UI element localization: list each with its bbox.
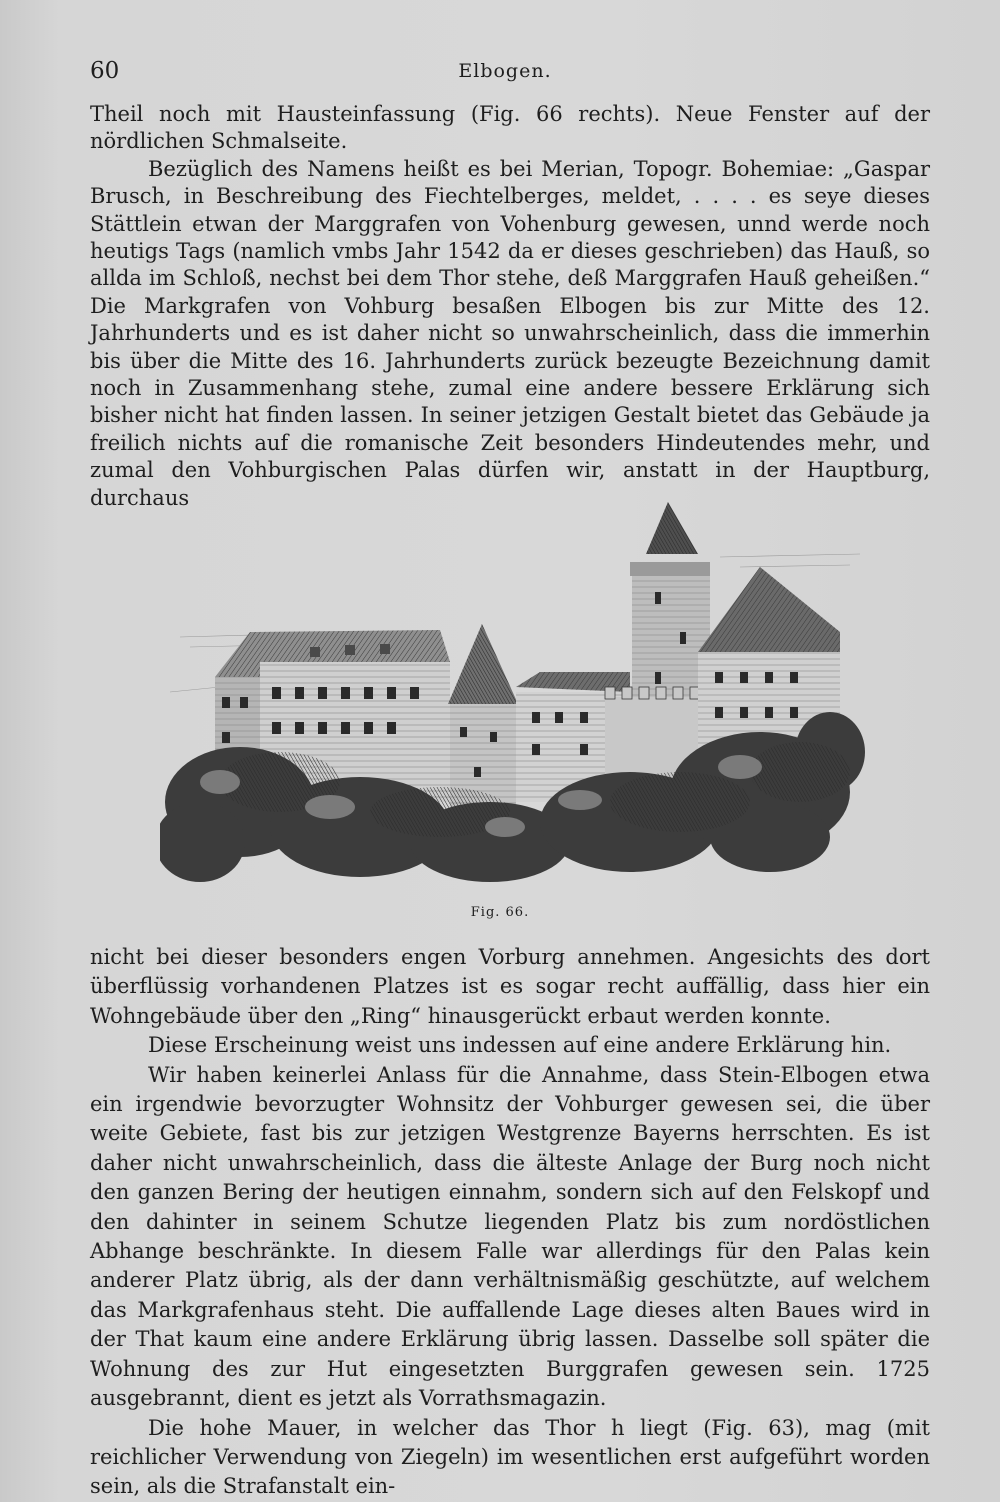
body-text-bottom <box>90 943 930 1502</box>
body-text-top <box>90 101 930 512</box>
paragraph: Wir haben keinerlei Anlass für die Annahme, dass Stein-Elbogen etwa ein irgendwie bevorzugter Wohnsitz der Vohburger gewesen sei, die über weite Gebiete, fast bis zur jetzigen Westgrenze Bayerns herrschten. Es ist daher nicht unwahrscheinlich, dass die älteste Anlage der Burg noch nicht den ganzen Bering der heutigen einnahm, sondern sich auf den Felskopf und den dahinter in seinem Schutze liegenden Platz bis zum nordöstlichen Abhange beschränkte. In diesem Falle war allerdings für den Palas kein anderer Platz übrig, als der dann verhältnismäßig geschützte, auf welchem das Markgrafenhaus steht. Die auffallende Lage dieses alten Baues wird in der That kaum eine andere Erklärung übrig lassen. Dasselbe soll später die Wohnung des zur Hut eingesetzten Burggrafen gewesen sein. 1725 ausgebrannt, dient es jetzt als Vorrathsmagazin. <box>90 1062 930 1411</box>
castle-illustration <box>160 482 870 892</box>
paragraph: Die hohe Mauer, in welcher das Thor h liegt (Fig. 63), mag (mit reichlicher Verwendung von Ziegeln) im wesentlichen erst aufgeführt worden sein, als die Strafanstalt ein- <box>90 1415 930 1499</box>
round-tower <box>448 624 518 814</box>
paragraph: Theil noch mit Hausteinfassung (Fig. 66 rechts). Neue Fenster auf der nördlichen Schmalseite. <box>90 102 930 154</box>
figure-caption: Fig. 66. <box>470 905 530 920</box>
castle-engraving <box>160 482 870 892</box>
paragraph: Bezüglich des Namens heißt es bei Merian, Topogr. Bohemiae: „Gaspar Brusch, in Beschreibung des Fiechtelberges, meldet, . . . . es seye dieses Stättlein etwan der Marggrafen von Vohenburg gewesen, unnd werde noch heutigs Tags (namlich vmbs Jahr 1542 da er dieses geschrieben) das Hauß, so allda im Schloß, nechst bei dem Thor stehe, deß Marggrafen Hauß geheißen.“ Die Markgrafen von Vohburg besaßen Elbogen bis zur Mitte des 12. Jahrhunderts und es ist daher nicht so unwahrscheinlich, dass die immerhin bis über die Mitte des 16. Jahrhunderts zurück bezeugte Bezeichnung damit noch in Zusammenhang stehe, zumal eine andere bessere Erklärung sich bisher nicht hat finden lassen. In seiner jetzigen Gestalt bietet das Gebäude ja freilich nichts auf die romanische Zeit besonders Hindeutendes mehr, und zumal den Vohburgischen Palas dürfen wir, anstatt in der Hauptburg, durchaus <box>90 156 930 510</box>
running-title: Elbogen. <box>458 60 552 82</box>
paragraph: nicht bei dieser besonders engen Vorburg annehmen. Angesichts des dort überflüssig vorhandenen Platzes ist es sogar recht auffällig, dass hier ein Wohngebäude über den „Ring“ hinausgerückt erbaut werden konnte. <box>90 945 930 1028</box>
paragraph: Diese Erscheinung weist uns indessen auf eine andere Erklärung hin. <box>148 1033 892 1058</box>
page-header <box>90 58 920 92</box>
page-number: 60 <box>90 58 120 84</box>
